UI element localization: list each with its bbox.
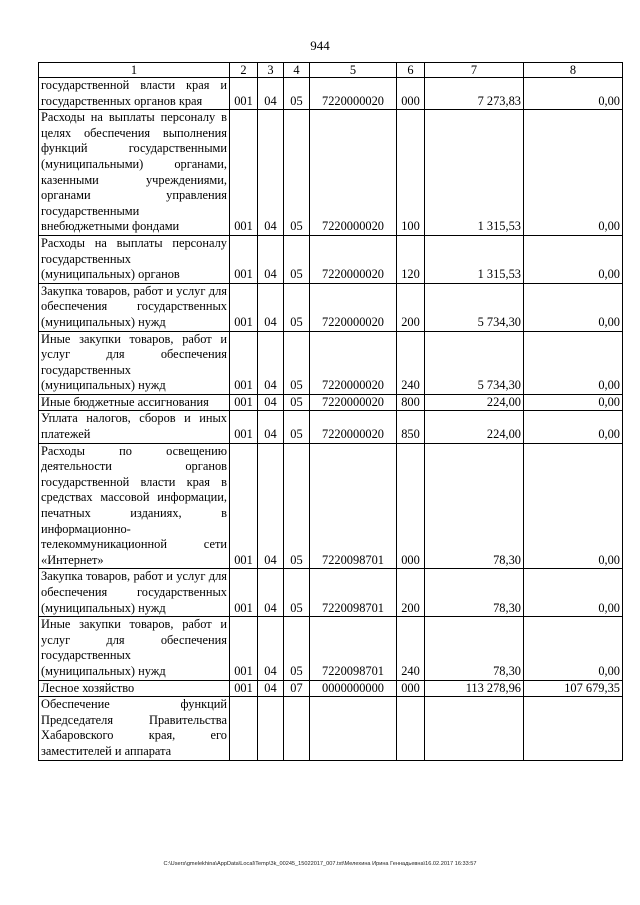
row-description: Уплата налогов, сборов и иных платежей <box>39 411 230 443</box>
page-number: 944 <box>310 38 330 53</box>
cell-section-code: 04 <box>258 617 284 680</box>
column-header: 1 <box>39 63 230 78</box>
cell-section-code: 04 <box>258 443 284 569</box>
cell-expense-type: 240 <box>397 617 425 680</box>
cell-target-article: 7220000020 <box>310 110 397 236</box>
column-header: 4 <box>284 63 310 78</box>
cell-expense-type: 120 <box>397 235 425 283</box>
row-description: Иные закупки товаров, работ и услуг для обеспечения государственных (муниципальных) нужд <box>39 617 230 680</box>
cell-section-code: 04 <box>258 569 284 617</box>
cell-expense-type: 200 <box>397 569 425 617</box>
cell-target-article: 7220098701 <box>310 569 397 617</box>
cell-ministry-code: 001 <box>230 283 258 331</box>
cell-amount-1: 78,30 <box>425 443 524 569</box>
cell-amount-1: 113 278,96 <box>425 680 524 697</box>
cell-amount-2: 0,00 <box>524 411 623 443</box>
table-row <box>39 443 623 569</box>
cell-expense-type: 000 <box>397 443 425 569</box>
cell-target-article: 7220000020 <box>310 283 397 331</box>
header-row <box>39 63 623 78</box>
table-row <box>39 235 623 283</box>
cell-amount-2: 107 679,35 <box>524 680 623 697</box>
cell-amount-2: 0,00 <box>524 110 623 236</box>
column-header: 8 <box>524 63 623 78</box>
cell-subsection-code: 05 <box>284 78 310 110</box>
cell-amount-2: 0,00 <box>524 283 623 331</box>
cell-amount-1: 224,00 <box>425 394 524 411</box>
cell-subsection-code: 05 <box>284 331 310 394</box>
cell-section-code: 04 <box>258 394 284 411</box>
table-row <box>39 617 623 680</box>
cell-ministry-code: 001 <box>230 569 258 617</box>
cell-amount-1: 78,30 <box>425 617 524 680</box>
cell-subsection-code: 05 <box>284 411 310 443</box>
row-description: Расходы по освещению деятельности органов государственной власти края в средствах массовой информации, печатных изданиях, в информационно-телекоммуникационной сети «Интернет» <box>39 443 230 569</box>
cell-subsection-code: 05 <box>284 569 310 617</box>
cell-amount-2: 0,00 <box>524 331 623 394</box>
table-row <box>39 331 623 394</box>
row-description: Расходы на выплаты персоналу государственных (муниципальных) органов <box>39 235 230 283</box>
cell-section-code: 04 <box>258 283 284 331</box>
cell-amount-2: 0,00 <box>524 78 623 110</box>
row-description: Лесное хозяйство <box>39 680 230 697</box>
row-description: Закупка товаров, работ и услуг для обеспечения государственных (муниципальных) нужд <box>39 569 230 617</box>
table-row <box>39 680 623 697</box>
row-description: Закупка товаров, работ и услуг для обеспечения государственных (муниципальных) нужд <box>39 283 230 331</box>
cell-amount-1: 5 734,30 <box>425 283 524 331</box>
cell-section-code: 04 <box>258 235 284 283</box>
cell-ministry-code: 001 <box>230 617 258 680</box>
cell-subsection-code: 05 <box>284 283 310 331</box>
cell-target-article: 7220000020 <box>310 78 397 110</box>
cell-section-code: 04 <box>258 110 284 236</box>
cell-amount-2: 0,00 <box>524 443 623 569</box>
table-row <box>39 110 623 236</box>
cell-amount-1: 224,00 <box>425 411 524 443</box>
table-row <box>39 411 623 443</box>
row-description: государственной власти края и государственных органов края <box>39 78 230 110</box>
table-row <box>39 569 623 617</box>
file-path-footer: C:\Users\gmelekhina\AppData\Local\Temp\3k_00245_15022017_007.txt\Мелехина Ирина Геннадьевна\16.02.2017 16:33:57 <box>163 861 477 867</box>
cell-amount-1: 1 315,53 <box>425 110 524 236</box>
cell-expense-type: 100 <box>397 110 425 236</box>
cell-expense-type: 000 <box>397 680 425 697</box>
cell-target-article: 7220000020 <box>310 394 397 411</box>
cell-section-code: 04 <box>258 331 284 394</box>
table-row <box>39 394 623 411</box>
cell-ministry-code: 001 <box>230 680 258 697</box>
row-description: Расходы на выплаты персоналу в целях обеспечения выполнения функций государственными (муниципальными) органами, казенными учреждениями, органами управления государственными внебюджетными фондами <box>39 110 230 236</box>
cell-section-code: 04 <box>258 680 284 697</box>
cell-target-article: 7220000020 <box>310 411 397 443</box>
cell-ministry-code: 001 <box>230 394 258 411</box>
cell-amount-2: 0,00 <box>524 235 623 283</box>
column-header: 2 <box>230 63 258 78</box>
cell-target-article: 7220098701 <box>310 443 397 569</box>
cell-section-code: 04 <box>258 78 284 110</box>
cell-expense-type: 200 <box>397 283 425 331</box>
table-row <box>39 78 623 110</box>
cell-target-article: 7220000020 <box>310 331 397 394</box>
cell-expense-type <box>397 697 425 760</box>
cell-expense-type: 000 <box>397 78 425 110</box>
cell-target-article: 7220000020 <box>310 235 397 283</box>
cell-target-article: 7220098701 <box>310 617 397 680</box>
cell-expense-type: 800 <box>397 394 425 411</box>
table-row <box>39 697 623 760</box>
cell-subsection-code: 05 <box>284 443 310 569</box>
cell-ministry-code: 001 <box>230 78 258 110</box>
cell-amount-2 <box>524 697 623 760</box>
column-header: 6 <box>397 63 425 78</box>
cell-target-article <box>310 697 397 760</box>
cell-ministry-code: 001 <box>230 331 258 394</box>
cell-ministry-code: 001 <box>230 235 258 283</box>
cell-ministry-code <box>230 697 258 760</box>
cell-ministry-code: 001 <box>230 443 258 569</box>
cell-expense-type: 850 <box>397 411 425 443</box>
cell-amount-1 <box>425 697 524 760</box>
cell-amount-2: 0,00 <box>524 569 623 617</box>
cell-subsection-code: 05 <box>284 235 310 283</box>
cell-subsection-code: 05 <box>284 394 310 411</box>
cell-amount-1: 7 273,83 <box>425 78 524 110</box>
table-row <box>39 283 623 331</box>
cell-subsection-code <box>284 697 310 760</box>
cell-amount-1: 5 734,30 <box>425 331 524 394</box>
cell-subsection-code: 05 <box>284 617 310 680</box>
cell-section-code <box>258 697 284 760</box>
column-header: 5 <box>310 63 397 78</box>
cell-amount-2: 0,00 <box>524 394 623 411</box>
cell-expense-type: 240 <box>397 331 425 394</box>
cell-amount-1: 1 315,53 <box>425 235 524 283</box>
column-header: 3 <box>258 63 284 78</box>
cell-ministry-code: 001 <box>230 411 258 443</box>
row-description: Иные бюджетные ассигнования <box>39 394 230 411</box>
row-description: Обеспечение функций Председателя Правительства Хабаровского края, его заместителей и аппарата <box>39 697 230 760</box>
cell-target-article: 0000000000 <box>310 680 397 697</box>
column-header: 7 <box>425 63 524 78</box>
cell-subsection-code: 07 <box>284 680 310 697</box>
cell-subsection-code: 05 <box>284 110 310 236</box>
row-description: Иные закупки товаров, работ и услуг для обеспечения государственных (муниципальных) нужд <box>39 331 230 394</box>
budget-table <box>38 62 623 761</box>
cell-amount-1: 78,30 <box>425 569 524 617</box>
cell-section-code: 04 <box>258 411 284 443</box>
cell-ministry-code: 001 <box>230 110 258 236</box>
cell-amount-2: 0,00 <box>524 617 623 680</box>
